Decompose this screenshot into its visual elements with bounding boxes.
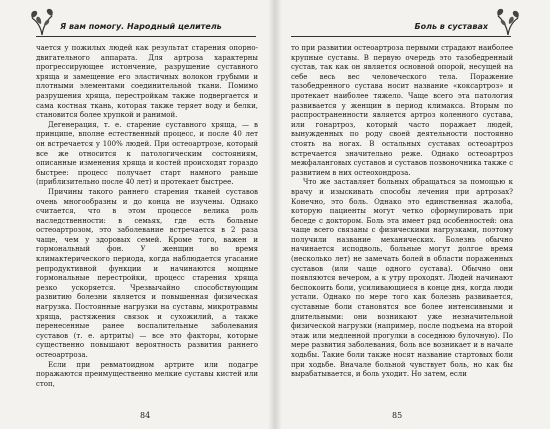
header-rule [36,36,256,37]
paragraph: Если при ревматоидном артрите или подагре поражаются преимущественно мелкие суставы кистей или стоп, [36,360,258,388]
book-gutter [268,0,282,429]
floral-ornament-icon [494,6,522,36]
paragraph: Причины такого раннего старения тканей суставов очень многообразны и до конца не изучены. Однако считается, что в этом процессе велика роль наследственности: в семьях, где есть больные остеоартрозом, это заболевание встречается в 2 раза чаще, чем у здоровых семей. Кроме того, важен и гормональный фон. У женщин во время климактерического периода, когда наблюдается угасание репродуктивной функции и начинаются мощные гормональные перестройки, процесс старения хряща резко ускоряется. Чрезвычайно способствующим развитию болезни является и повышенная физическая нагрузка. Постоянные нагрузки на суставы, микротравмы хряща, растяжения связок и сухожилий, а также перенесенные ранее воспалительные заболевания суставов (т. е. артриты) — все это факторы, которые существенно повышают вероятность развития раннего остеоартроза. [36,187,258,359]
floral-ornament-icon [28,6,56,36]
paragraph: чается у пожилых людей как результат старения опорно-двигательного аппарата. Для артроза характерны прогрессирующее истончение, разрушение суставного хряща и замещение его эластичных волокон грубыми и плотными элементами соединительной ткани. Помимо разрушения хряща, перестройкам также подвергается и сама костная ткань, которая также теряет воду и белки, становится более хрупкой и ранимой. [36,44,258,120]
page-number: 84 [140,411,151,420]
right-page [275,0,550,429]
body-text [36,44,258,389]
paragraph: Что же заставляет больных обращаться за помощью к врачу и изыскивать способы лечения при артрозах? Конечно, это боль. Однако это единственная жалоба, которую пациенты могут четко сформулировать при беседе с доктором. Боль эта имеет ряд особенностей: она чаще всего связаны с физическими нагрузками, поэтому получили название механических. Болезнь обычно начинается исподволь, больные могут долгое время (несколько лет) не замечать болей в области пораженных суставов (или чаще одного сустава). Обычно они появляются вечером, а к утру проходят. Людей начинают беспокоить боли, усиливающиеся в конце дня, когда люди устали. Однако по мере того как болезнь развивается, суставные боли становятся все более интенсивными и длительными: они возникают уже незначительной физической нагрузки (например, после подъема на второй этаж или медленной прогулки в соседнюю булочную). По мере развития заболевания, боль все возникает и в начале ходьбы. Такие боли также носят название стартовых боли при ходьбе. Вначале больной чувствует боль, но как бы вырабатывается, и боль уходит. Но затем, если [291,178,513,379]
page-number: 85 [392,411,403,420]
body-text [291,44,513,380]
running-header: Я вам помогу. Народный целитель [60,22,222,31]
paragraph: то при развитии остеоартроза первыми страдают наиболее крупные суставы. В первую очередь это тазобедренный сустав, так как он является основной опорой, несущей на себе весь вес человеческого тела. Поражение тазобедренного сустава носит название «коксартроз» и протекает наиболее тяжело. Чаще всего эта патология развивается у женщин в период климакса. Вторым по распространенности является артроз коленного сустава, или гонартроз, который часто поражает людей, вынужденных по роду своей деятельности постоянно стоять на ногах. В остальных суставах остеоартроз встречается значительно реже. Однако остеоартроз межфаланговых суставов и суставов позвоночника также с развитием в них остеохондроза. [291,44,513,177]
running-header: Боль в суставах [414,22,488,31]
header-rule [291,36,511,37]
paragraph: Дегенерация, т. е. старение суставного хряща, — в принципе, вполне естественный процесс, и после 40 лет он встречается у 100% людей. При остеоартрозе, который все же относится к патологическим состояниям, описанные изменения хряща и костей происходят гораздо быстрее: процесс получает старт намного раньше (приблизительно после 40 лет) и протекает быстрее. [36,120,258,187]
